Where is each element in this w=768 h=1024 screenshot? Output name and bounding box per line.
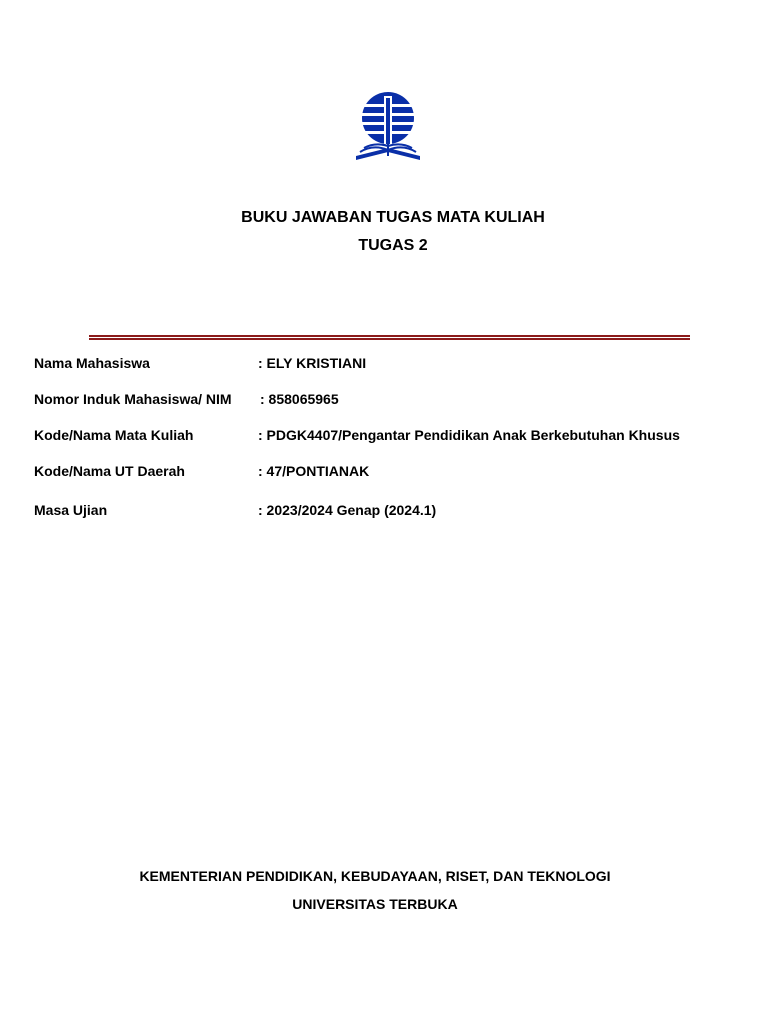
info-value: : 858065965 xyxy=(260,391,339,407)
document-title: BUKU JAWABAN TUGAS MATA KULIAH xyxy=(241,209,545,226)
info-value: : 2023/2024 Genap (2024.1) xyxy=(258,502,437,518)
footer-ministry: KEMENTERIAN PENDIDIKAN, KEBUDAYAAN, RISET, DAN TEKNOLOGI xyxy=(139,868,611,884)
universitas-terbuka-logo-icon xyxy=(353,90,423,166)
info-label: Nama Mahasiswa xyxy=(34,355,150,371)
divider-line-top xyxy=(89,335,690,337)
info-value: : PDGK4407/Pengantar Pendidikan Anak Berkebutuhan Khusus xyxy=(258,427,680,443)
info-label: Kode/Nama UT Daerah xyxy=(34,463,185,479)
info-value: : ELY KRISTIANI xyxy=(258,355,367,371)
header-divider xyxy=(89,335,690,340)
info-label: Masa Ujian xyxy=(34,502,108,518)
info-label: Kode/Nama Mata Kuliah xyxy=(34,427,194,443)
footer-university: UNIVERSITAS TERBUKA xyxy=(292,896,458,912)
info-value: : 47/PONTIANAK xyxy=(258,463,370,479)
divider-line-bottom xyxy=(89,338,690,340)
document-subtitle: TUGAS 2 xyxy=(358,237,428,254)
info-label: Nomor Induk Mahasiswa/ NIM xyxy=(34,391,232,407)
